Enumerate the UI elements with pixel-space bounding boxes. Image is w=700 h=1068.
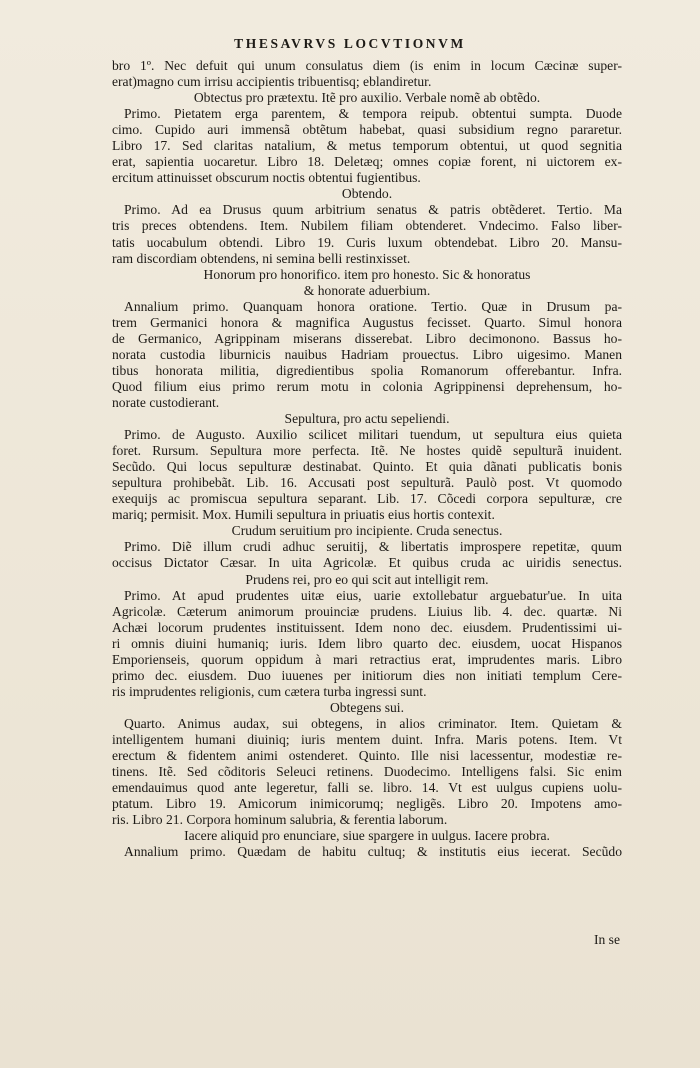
text-line: Sepultura, pro actu sepeliendi. bbox=[284, 411, 450, 427]
body-text bbox=[112, 58, 622, 860]
text-line: ris imprudentes religionis, cum cætera turba ingressi sunt. bbox=[112, 683, 427, 699]
text-line: exequijs ac promiscua sepultura separant. Lib. 17. Cõcedi corpora sepulturæ, cre bbox=[112, 491, 622, 507]
text-line: tinens. Itẽ. Sed cõditoris Seleuci retinens. Duodecimo. Intelligens falsi. Sic enim bbox=[112, 764, 622, 780]
text-line: cimo. Cupido auri immensã obtẽtum habebat, quasi subsidium regno pararetur. bbox=[112, 122, 622, 138]
text-line: norate custodierant. bbox=[112, 394, 220, 410]
text-line: Primo. de Augusto. Auxilio scilicet militari tuendum, ut sepultura eius quieta bbox=[124, 427, 622, 443]
text-line: mariq; permisit. Mox. Humili sepultura in priuatis eius hortis contexit. bbox=[112, 507, 495, 523]
text-line: Obtendo. bbox=[341, 186, 393, 202]
text-line: tatis uocabulum obtendi. Libro 19. Curis luxum obtendebat. Libro 20. Mansu- bbox=[112, 234, 622, 250]
text-line: Obtegens sui. bbox=[329, 699, 404, 715]
text-line: occisus Dictator Cæsar. In uita Agricolæ. Et quibus cruda ac uiridis senectus. bbox=[112, 555, 622, 571]
text-line: Annalium primo. Quædam de habitu cultuq; & institutis eius iecerat. Secũdo bbox=[124, 844, 622, 860]
text-line: erectum & fidentem animi ostenderet. Quinto. Ille nisi lacessentur, modestiæ re- bbox=[112, 748, 622, 764]
text-line: Primo. At apud prudentes uitæ eius, uarie extollebatur arguebatur'ue. In uita bbox=[124, 587, 622, 603]
text-line: intelligentem humani diuiniq; iuris mentem duint. Infra. Maris potens. Item. Vt bbox=[112, 731, 622, 747]
text-line: norata custodia liburnicis nauibus Hadriam prouectus. Libro uigesimo. Manen bbox=[112, 346, 622, 362]
text-line: erat)magno cum irrisu accipientis tribuentisq; eblandiretur. bbox=[112, 74, 432, 90]
text-line: foret. Rursum. Sepultura more perfecta. Itẽ. Ne hostes quidẽ sepulturã inuident. bbox=[112, 443, 622, 459]
text-line: Honorum pro honorifico. item pro honesto. Sic & honoratus bbox=[203, 266, 531, 282]
text-line: ptatum. Libro 19. Amicorum inimicorumq; negligẽs. Libro 20. Impotens amo- bbox=[112, 796, 622, 812]
text-line: Iacere aliquid pro enunciare, siue spargere in uulgus. Iacere probra. bbox=[184, 828, 550, 844]
text-line: sepultura prohibebãt. Lib. 16. Accusati post sepulturã. Paulò post. Vt quomodo bbox=[112, 475, 622, 491]
text-line: de Germanico, Agrippinam miserans disserebat. Libro decimonono. Bassus ho- bbox=[112, 330, 622, 346]
text-line: Annalium primo. Quanquam honora oratione. Tertio. Quæ in Drusum pa- bbox=[124, 298, 622, 314]
text-line: Obtectus pro prætextu. Itẽ pro auxilio. Verbale nomẽ ab obtẽdo. bbox=[193, 90, 541, 106]
text-line: Quod filium eius primo rerum motu in colonia Agrippinensi deprehensum, ho- bbox=[112, 378, 622, 394]
text-line: Emporienseis, quorum oppidum à mari retractius erat, imprudentes maris. Libro bbox=[112, 651, 622, 667]
text-line: Prudens rei, pro eo qui scit aut intelligit rem. bbox=[245, 571, 489, 587]
text-line: Quarto. Animus audax, sui obtegens, in alios criminator. Item. Quietam & bbox=[124, 715, 622, 731]
text-line: Achæi locorum prudentes instituissent. Idem nono dec. eiusdem. Prudentissimi ui- bbox=[112, 619, 622, 635]
text-line: Secũdo. Qui locus sepulturæ destinabat. Quinto. Et quia dãnati publicatis bonis bbox=[112, 459, 622, 475]
text-line: Primo. Ad ea Drusus quum arbitrium senatus & patris obtẽderet. Tertio. Ma bbox=[124, 202, 622, 218]
text-line: Agricolæ. Cæterum animorum prouinciæ prudens. Liuius lib. 4. dec. quartæ. Ni bbox=[112, 603, 622, 619]
text-line: tris preces obtendens. Item. Nubilem filiam obtenderet. Vndecimo. Falso liber- bbox=[112, 218, 622, 234]
text-line: Crudum seruitium pro incipiente. Cruda senectus. bbox=[231, 523, 503, 539]
text-line: trem Germanici honora & magnifica Augustus fecisset. Quarto. Simul honora bbox=[112, 314, 622, 330]
text-line: Libro 17. Sed claritas natalium, & metus temporum obtentui, ut quod segnitia bbox=[112, 138, 622, 154]
text-line: ri omnis diuini humaniq; iuris. Idem libro quarto dec. eiusdem, uocat Hispanos bbox=[112, 635, 622, 651]
catchword: In se bbox=[593, 932, 620, 947]
text-line: primo dec. eiusdem. Duo iuuenes per initiorum dies non initiati templum Cere- bbox=[112, 667, 622, 683]
running-title: THESAVRVS LOCVTIONVM bbox=[234, 36, 466, 51]
text-line: ercitum attinuisset obscurum noctis obtentui fugientibus. bbox=[112, 170, 421, 186]
text-line: tibus honorata militia, digredientibus spolia Romanorum offerebantur. Infra. bbox=[112, 362, 622, 378]
text-line: & honorate aduerbium. bbox=[303, 282, 431, 298]
text-line: Primo. Pietatem erga parentem, & tempora reipub. obtentui sumpta. Duode bbox=[124, 106, 622, 122]
text-line: emendauimus quod ante legeretur, falli se. libro. 14. Vt est uulgus cupiens uolu- bbox=[112, 780, 622, 796]
text-line: ris. Libro 21. Corpora hominum salubria, & ferentia laborum. bbox=[112, 812, 448, 828]
text-line: ram discordiam obtendens, ni semina belli restinxisset. bbox=[112, 250, 411, 266]
text-line: bro 1º. Nec defuit qui unum consulatus diem (is enim in locum Cæcinæ super- bbox=[112, 58, 622, 73]
text-line: Primo. Diẽ illum crudi adhuc seruitij, & libertatis improspere repetitæ, quum bbox=[124, 539, 622, 555]
text-line: erat, sapientia uocaretur. Libro 18. Deletæq; omnes copiæ forent, ni uictorem ex- bbox=[112, 154, 622, 170]
